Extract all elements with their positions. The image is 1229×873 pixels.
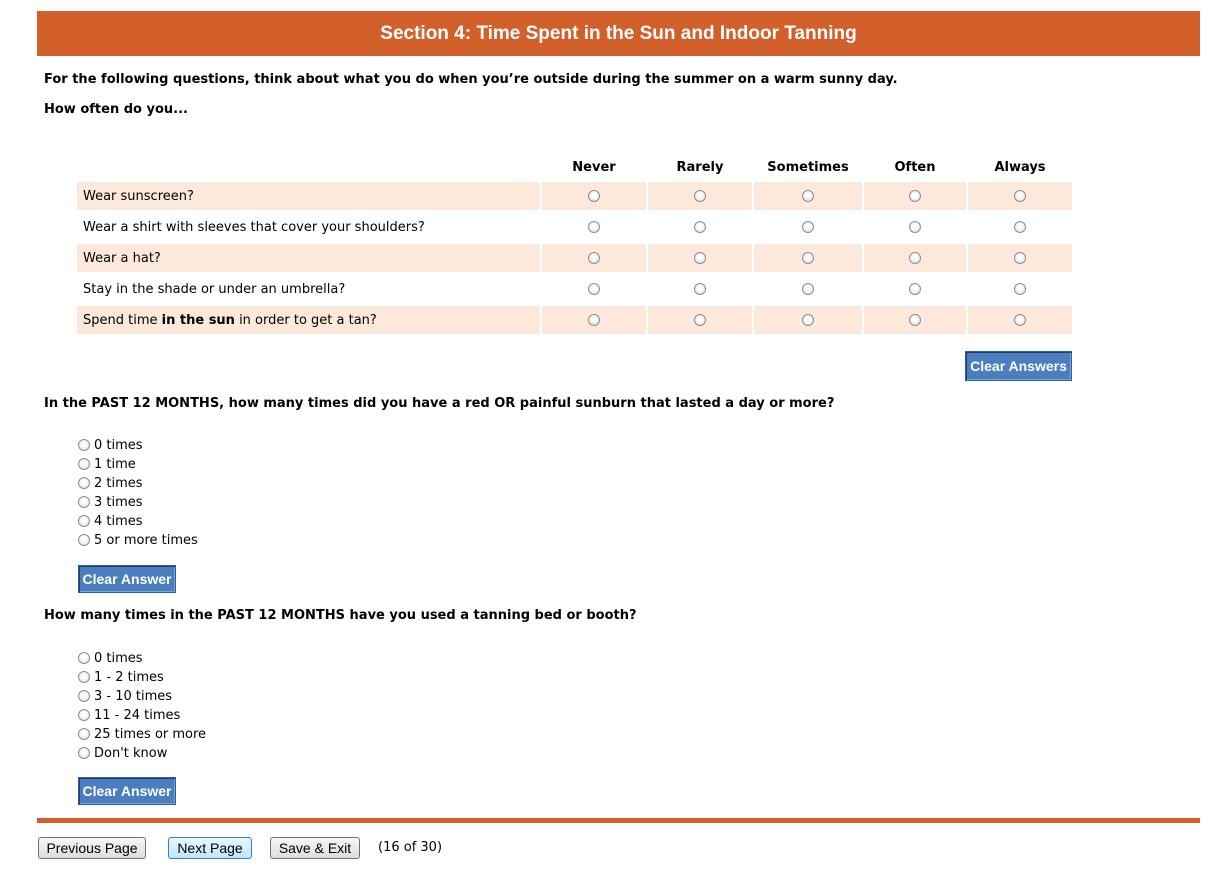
- grid-header-row: [77, 155, 1072, 179]
- page-counter: (16 of 30): [378, 840, 443, 855]
- radio-button[interactable]: [78, 709, 90, 721]
- radio-button[interactable]: [78, 747, 90, 759]
- row-label: [77, 306, 540, 334]
- radio-button[interactable]: [78, 671, 90, 683]
- footer-divider: [37, 818, 1200, 823]
- grid-row-tan: [77, 306, 1072, 334]
- radio-button[interactable]: [1014, 314, 1026, 326]
- row-label: Wear a hat?: [77, 244, 540, 272]
- column-header-often: Often: [894, 159, 936, 175]
- radio-button[interactable]: [802, 190, 814, 202]
- radio-button[interactable]: [78, 477, 90, 489]
- row-label-post: in order to get a tan?: [234, 312, 377, 328]
- sunburn-option[interactable]: [78, 531, 198, 550]
- intro-text: For the following questions, think about what you do when you’re outside during the summer on a warm sunny day.: [44, 72, 898, 87]
- sunburn-option[interactable]: [78, 474, 198, 493]
- radio-button[interactable]: [909, 283, 921, 295]
- row-label: Wear a shirt with sleeves that cover your shoulders?: [83, 219, 425, 235]
- radio-button[interactable]: [1014, 252, 1026, 264]
- radio-button[interactable]: [694, 283, 706, 295]
- section-title: Section 4: Time Spent in the Sun and Indoor Tanning: [380, 23, 857, 44]
- option-label: 3 times: [94, 495, 143, 510]
- sunburn-options: [78, 436, 198, 550]
- radio-button[interactable]: [694, 314, 706, 326]
- sunburn-option[interactable]: [78, 493, 198, 512]
- radio-button[interactable]: [78, 458, 90, 470]
- option-label: 1 - 2 times: [94, 670, 164, 685]
- row-label: Wear sunscreen?: [77, 182, 540, 210]
- clear-answer-sunburn-button[interactable]: Clear Answer: [78, 565, 176, 593]
- sunburn-question: In the PAST 12 MONTHS, how many times did you have a red OR painful sunburn that lasted a day or more?: [44, 396, 835, 411]
- radio-button[interactable]: [694, 221, 706, 233]
- radio-button[interactable]: [78, 515, 90, 527]
- radio-button[interactable]: [78, 439, 90, 451]
- option-label: 0 times: [94, 651, 143, 666]
- tanning-option[interactable]: [78, 668, 206, 687]
- save-exit-button[interactable]: Save & Exit: [270, 837, 360, 859]
- previous-page-button[interactable]: Previous Page: [38, 837, 146, 859]
- tanning-option[interactable]: [78, 725, 206, 744]
- radio-button[interactable]: [694, 190, 706, 202]
- tanning-question: How many times in the PAST 12 MONTHS have you used a tanning bed or booth?: [44, 608, 637, 623]
- section-header: [37, 11, 1200, 56]
- grid-row-sunscreen: [77, 182, 1072, 210]
- next-page-button[interactable]: Next Page: [168, 837, 252, 859]
- radio-button[interactable]: [78, 690, 90, 702]
- radio-button[interactable]: [909, 314, 921, 326]
- radio-button[interactable]: [588, 314, 600, 326]
- option-label: 25 times or more: [94, 727, 207, 742]
- option-label: 0 times: [94, 438, 143, 453]
- radio-button[interactable]: [588, 190, 600, 202]
- sunburn-option[interactable]: [78, 512, 198, 531]
- radio-button[interactable]: [78, 534, 90, 546]
- radio-button[interactable]: [588, 252, 600, 264]
- column-header-sometimes: Sometimes: [767, 159, 849, 175]
- option-label: 4 times: [94, 514, 143, 529]
- radio-button[interactable]: [1014, 221, 1026, 233]
- tanning-option[interactable]: [78, 744, 206, 763]
- row-label: Stay in the shade or under an umbrella?: [83, 281, 346, 297]
- option-label: 2 times: [94, 476, 143, 491]
- option-label: 11 - 24 times: [94, 708, 181, 723]
- radio-button[interactable]: [78, 728, 90, 740]
- tanning-option[interactable]: [78, 706, 206, 725]
- grid-row-shade: [77, 275, 1072, 303]
- grid-row-hat: [77, 244, 1072, 272]
- option-label: Don't know: [94, 746, 168, 761]
- sunburn-option[interactable]: [78, 455, 198, 474]
- radio-button[interactable]: [802, 252, 814, 264]
- sunburn-option[interactable]: [78, 436, 198, 455]
- radio-button[interactable]: [802, 221, 814, 233]
- clear-answer-tanning-button[interactable]: Clear Answer: [78, 777, 176, 805]
- tanning-options: [78, 649, 206, 763]
- radio-button[interactable]: [1014, 283, 1026, 295]
- frequency-grid: [75, 152, 1074, 337]
- row-label-emphasis: in the sun: [161, 312, 235, 328]
- option-label: 1 time: [94, 457, 136, 472]
- radio-button[interactable]: [909, 252, 921, 264]
- column-header-always: Always: [994, 159, 1046, 175]
- radio-button[interactable]: [802, 314, 814, 326]
- radio-button[interactable]: [78, 652, 90, 664]
- radio-button[interactable]: [909, 221, 921, 233]
- radio-button[interactable]: [909, 190, 921, 202]
- row-label-pre: Spend time: [83, 312, 162, 328]
- grid-row-shirt: [77, 213, 1072, 241]
- radio-button[interactable]: [1014, 190, 1026, 202]
- tanning-option[interactable]: [78, 687, 206, 706]
- option-label: 3 - 10 times: [94, 689, 173, 704]
- radio-button[interactable]: [78, 496, 90, 508]
- column-header-never: Never: [572, 159, 616, 175]
- grid-corner: [77, 155, 540, 179]
- radio-button[interactable]: [802, 283, 814, 295]
- clear-answers-button[interactable]: Clear Answers: [965, 351, 1072, 381]
- intro-prompt: How often do you...: [44, 102, 188, 117]
- column-header-rarely: Rarely: [676, 159, 724, 175]
- option-label: 5 or more times: [94, 533, 198, 548]
- tanning-option[interactable]: [78, 649, 206, 668]
- radio-button[interactable]: [694, 252, 706, 264]
- radio-button[interactable]: [588, 283, 600, 295]
- radio-button[interactable]: [588, 221, 600, 233]
